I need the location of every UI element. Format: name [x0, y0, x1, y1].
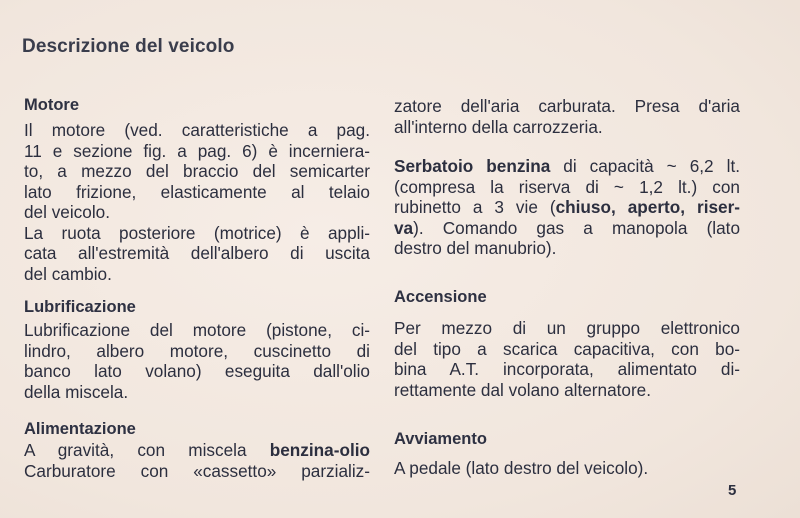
section-body-serbatoio — [394, 156, 740, 259]
bold-run: benzina-olio — [269, 440, 370, 460]
text-line: bina A.T. incorporata, alimentato di- — [394, 359, 740, 379]
text-line: del tipo a scarica capacitiva, con bo- — [394, 338, 740, 359]
page-title: Descrizione del veicolo — [22, 36, 235, 57]
text-line: zatore dell'aria carburata. Presa d'aria — [394, 96, 740, 116]
text-line: Il motore (ved. caratteristiche a pag. — [24, 120, 370, 140]
text-line: Lubrificazione del motore (pistone, ci- — [24, 320, 370, 340]
section-heading-lubrificazione: Lubrificazione — [24, 298, 136, 316]
section-heading-motore: Motore — [24, 96, 79, 114]
section-heading-avviamento: Avviamento — [394, 430, 487, 448]
text-run: ). Comando gas a manopola (lato — [413, 217, 740, 238]
section-body-accensione — [394, 318, 740, 400]
page-number: 5 — [728, 482, 737, 499]
text-run: di capacità ~ 6,2 lt. — [550, 156, 740, 176]
text-line: La ruota posteriore (motrice) è appli- — [24, 222, 370, 243]
text-line: Per mezzo di un gruppo elettronico — [394, 318, 740, 338]
text-line: del cambio. — [24, 263, 112, 284]
text-line: to, a mezzo del braccio del semicarter — [24, 161, 370, 181]
bold-run: va — [394, 217, 414, 238]
text-line: destro del manubrio). — [394, 238, 557, 258]
text-line — [24, 440, 370, 461]
text-line — [394, 197, 740, 218]
text-line: della miscela. — [24, 381, 129, 402]
section-heading-accensione: Accensione — [394, 288, 487, 306]
section-heading-alimentazione: Alimentazione — [24, 420, 136, 438]
text-line: del veicolo. — [24, 202, 110, 222]
text-line: lindro, albero motore, cuscinetto di — [24, 340, 370, 361]
text-line — [394, 218, 740, 239]
section-body-avviamento — [394, 458, 740, 479]
text-line: Carburatore con «cassetto» parzializ- — [24, 460, 370, 481]
text-line — [394, 156, 740, 177]
bold-run: Serbatoio benzina — [394, 156, 551, 176]
bold-run: chiuso, aperto, riser- — [555, 197, 740, 217]
text-line: 11 e sezione fig. a pag. 6) è incerniera- — [24, 140, 370, 161]
section-body-lubrificazione — [24, 320, 370, 402]
text-line: lato frizione, elasticamente al telaio — [24, 181, 370, 202]
text-run: rubinetto a 3 vie ( — [394, 197, 556, 217]
text-line: (compresa la riserva di ~ 1,2 lt.) con — [394, 176, 740, 197]
text-run: A gravità, con miscela — [24, 440, 270, 460]
text-line: cata all'estremità dell'albero di uscita — [24, 243, 370, 263]
section-body-alimentazione — [24, 440, 370, 481]
text-line: rettamente dal volano alternatore. — [394, 379, 652, 400]
section-body-continuation — [394, 96, 740, 137]
text-line: A pedale (lato destro del veicolo). — [394, 458, 649, 478]
text-line: all'interno della carrozzeria. — [394, 116, 603, 137]
text-line: banco lato volano) eseguita dall'olio — [24, 361, 370, 381]
section-body-motore — [24, 120, 370, 284]
